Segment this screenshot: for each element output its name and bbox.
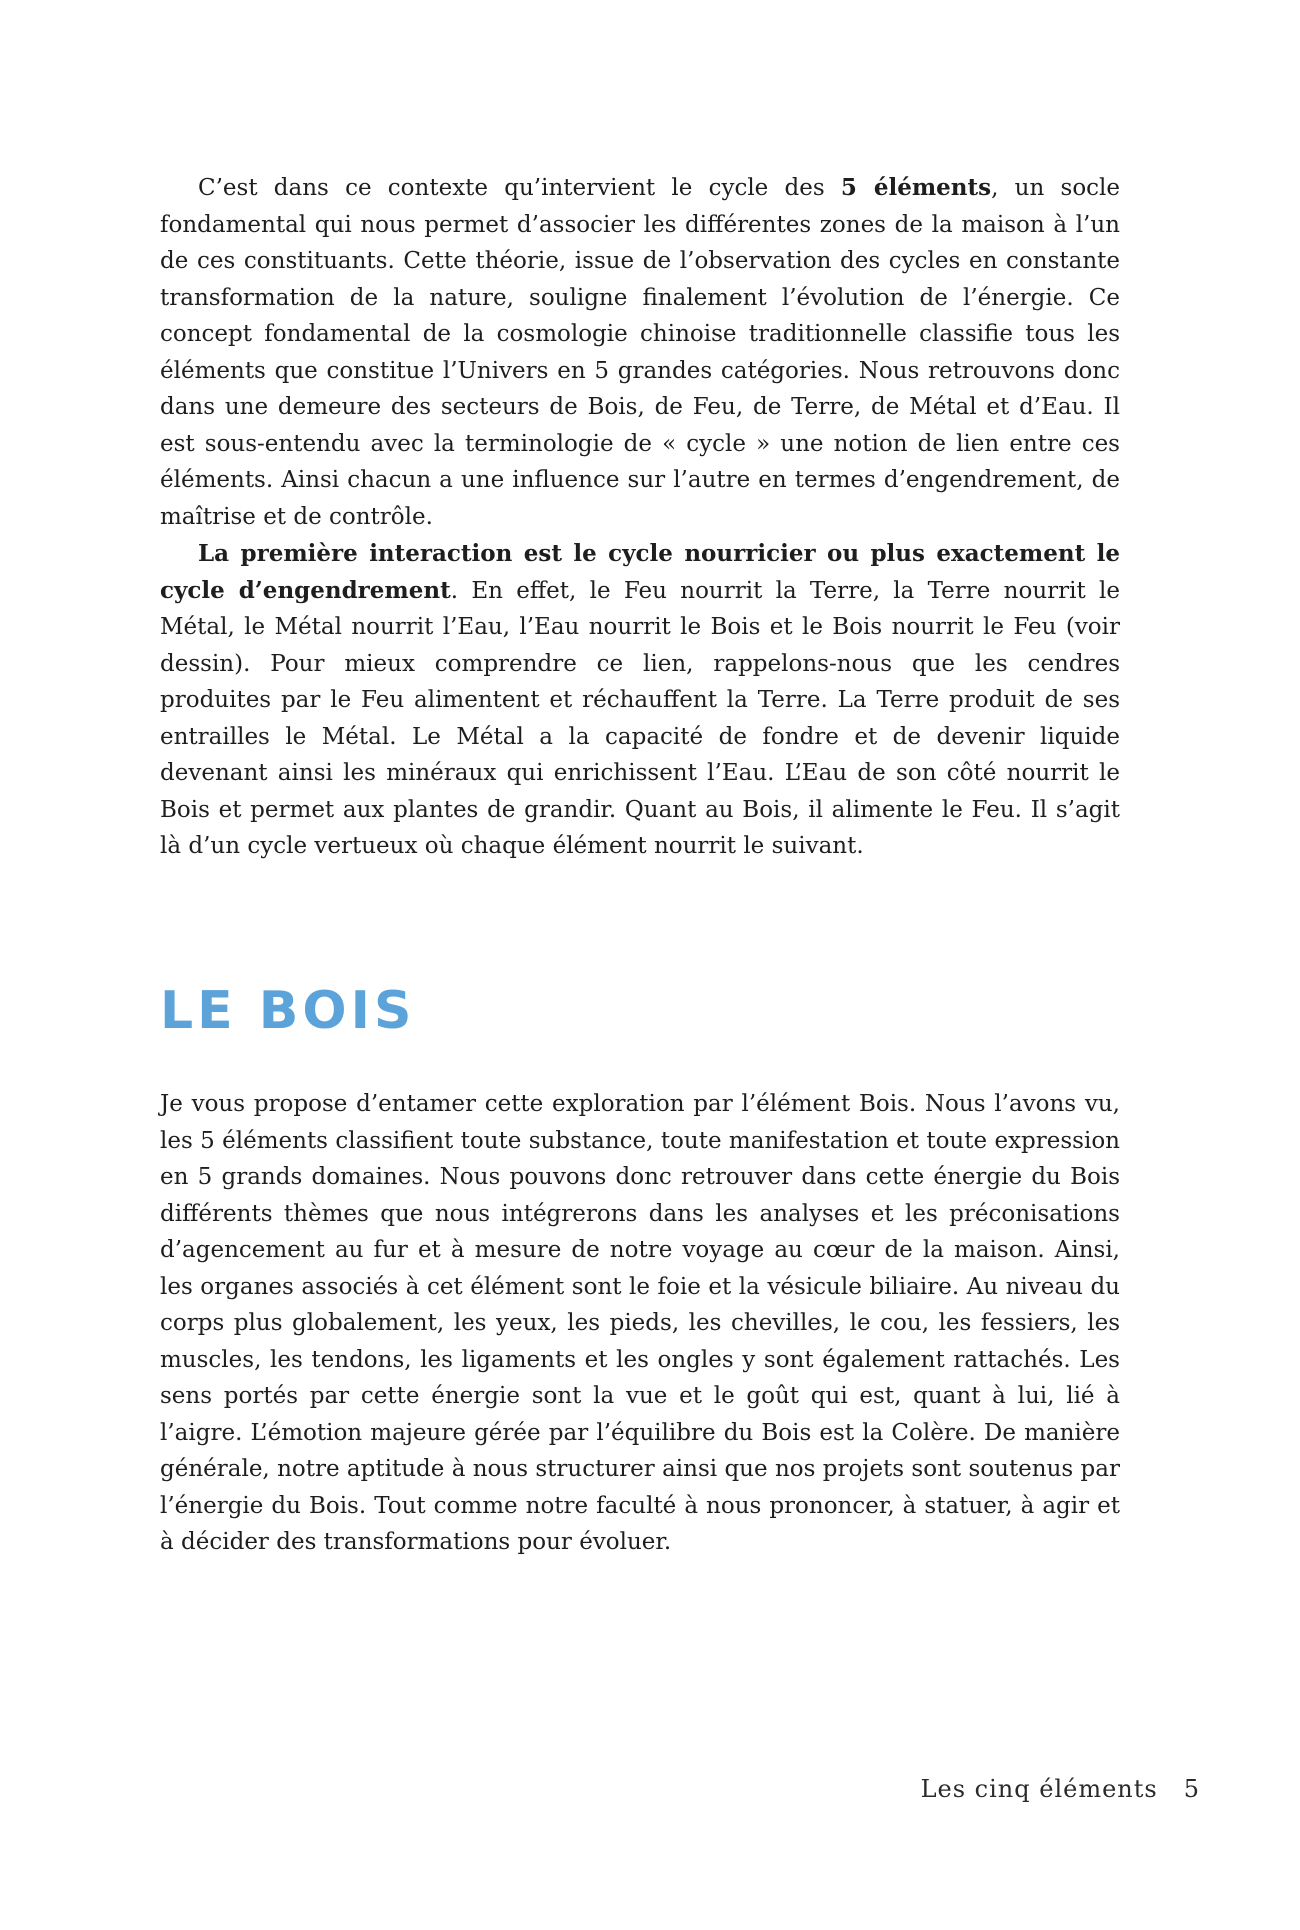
paragraph-engendering-cycle (160, 536, 1120, 865)
page-number: 5 (1183, 1775, 1200, 1803)
paragraph-text: C’est dans ce contexte qu’intervient le cycle des (198, 175, 841, 201)
paragraph-wood-element: Je vous propose d’entamer cette exploration par l’élément Bois. Nous l’avons vu, les 5 éléments classifient toute substance, toute manifestation et toute expression en 5 grands domaines. Nous pouvons donc retrouver dans cette énergie du Bois différents thèmes que nous intégrerons dans les analyses et les préconisations d’agencement au fur et à mesure de notre voyage au cœur de la maison. Ainsi, les organes associés à cet élément sont le foie et la vésicule biliaire. Au niveau du corps plus globalement, les yeux, les pieds, les chevilles, le cou, les fessiers, les muscles, les tendons, les ligaments et les ongles y sont également rattachés. Les sens portés par cette énergie sont la vue et le goût qui est, quant à lui, lié à l’aigre. L’émotion majeure gérée par l’équilibre du Bois est la Colère. De manière générale, notre aptitude à nous structurer ainsi que nos projets sont soutenus par l’énergie du Bois. Tout comme notre faculté à nous prononcer, à statuer, à agir et à décider des transformations pour évoluer. (160, 1091, 1120, 1555)
running-title: Les cinq éléments (920, 1775, 1158, 1803)
paragraph-cycle-intro (160, 170, 1120, 535)
section-heading: LE BOIS (160, 981, 416, 1041)
paragraph-text: . En effet, le Feu nourrit la Terre, la Terre nourrit le Métal, le Métal nourrit l’Eau, l’Eau nourrit le Bois et le Bois nourrit le Feu (voir dessin). Pour mieux comprendre ce lien, rappelons-nous que les cendres produites par le Feu alimentent et réchauffent la Terre. La Terre produit de ses entrailles le Métal. Le Métal a la capacité de fondre et de devenir liquide devenant ainsi les minéraux qui enrichissent l’Eau. L’Eau de son côté nourrit le Bois et permet aux plantes de grandir. Quant au Bois, il alimente le Feu. Il s’agit là d’un cycle vertueux où chaque élément nourrit le suivant. (160, 577, 1120, 859)
page-footer (921, 1775, 1200, 1803)
paragraph-text: , un socle fondamental qui nous permet d’associer les différentes zones de la maison à l’un de ces constituants. Cette théorie, issue de l’observation des cycles en constante transformation de la nature, souligne finalement l’évolution de l’énergie. Ce concept fondamental de la cosmologie chinoise traditionnelle classifie tous les éléments que constitue l’Univers en 5 grandes catégories. Nous retrouvons donc dans une demeure des secteurs de Bois, de Feu, de Terre, de Métal et d’Eau. Il est sous-entendu avec la terminologie de « cycle » une notion de lien entre ces éléments. Ainsi chacun a une influence sur l’autre en termes d’engendrement, de maîtrise et de contrôle. (160, 175, 1121, 530)
bold-term: 5 éléments (840, 174, 992, 201)
bold-lead: La première interaction est le cycle nourricier ou plus exactement le cycle d’engendrement (160, 540, 1120, 604)
